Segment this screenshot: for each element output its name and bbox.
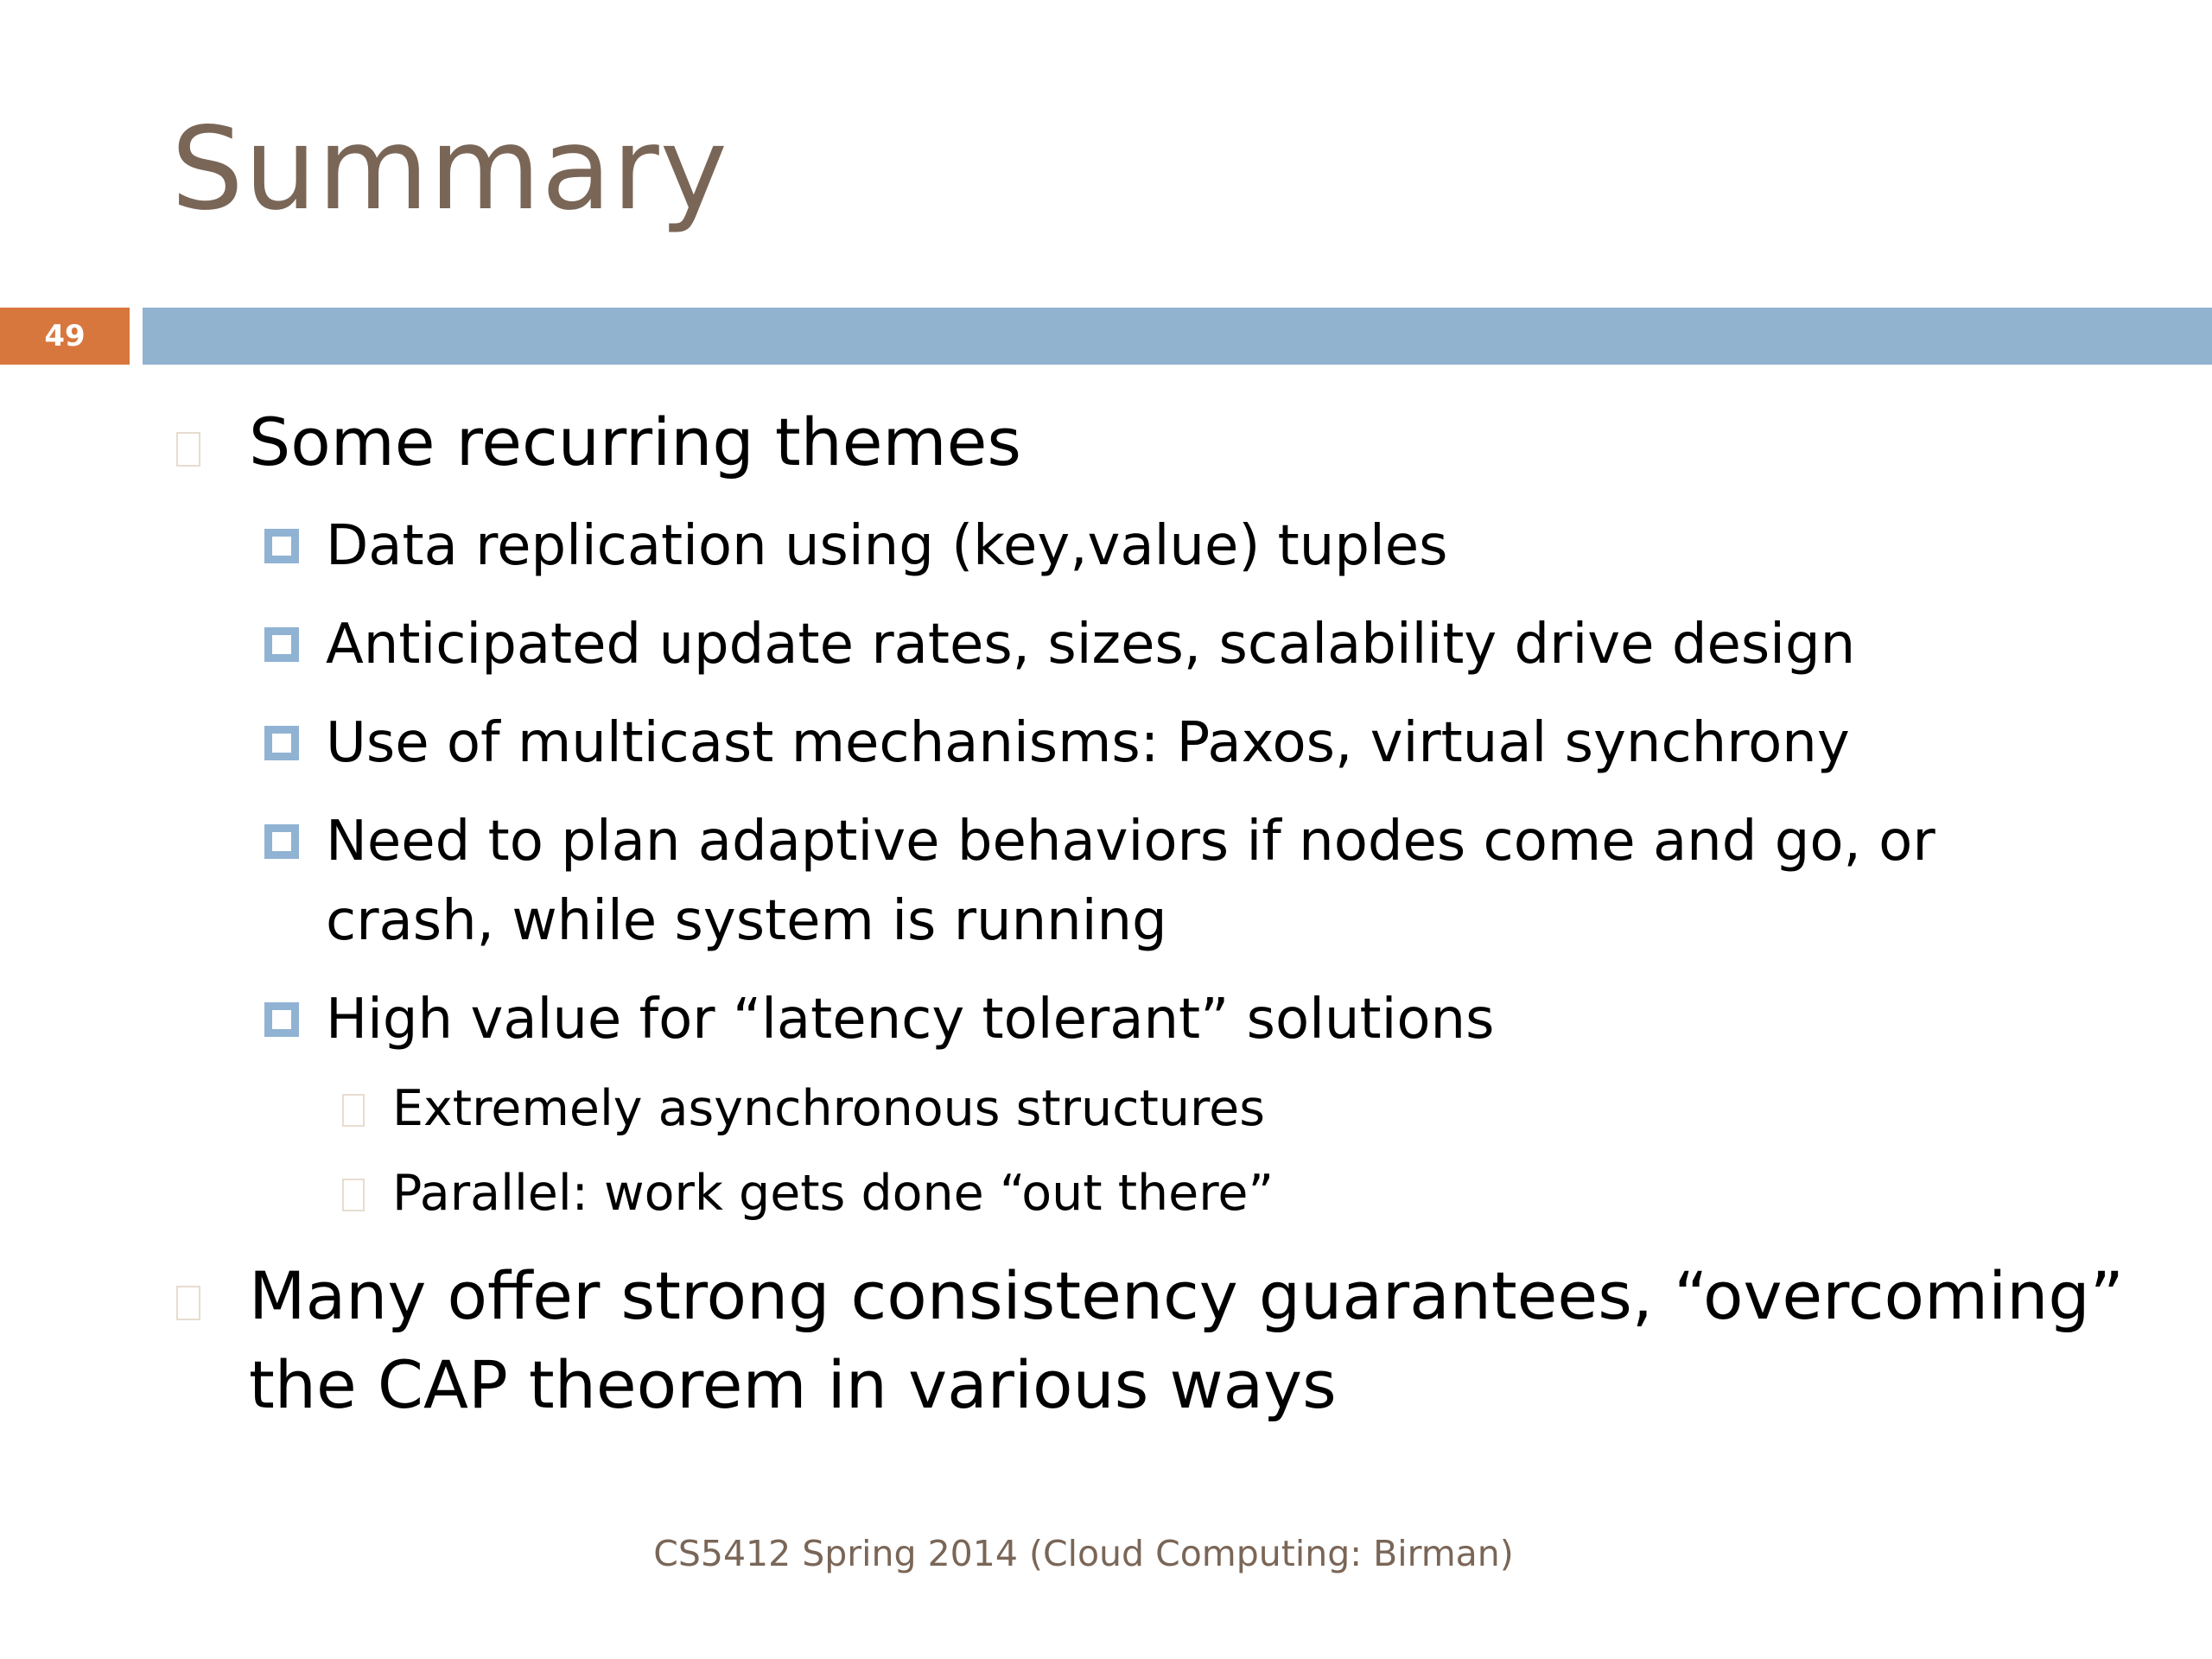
bullet-item: High value for “latency tolerant” solutions	[326, 988, 1495, 1052]
bullet-square-icon	[264, 529, 299, 563]
bullet-square-icon	[264, 627, 299, 662]
bullet-box-icon	[176, 1286, 200, 1320]
bullet-item: Extremely asynchronous structures	[392, 1080, 1265, 1137]
bullet-item-line: Need to plan adaptive behaviors if nodes come and go, or	[326, 810, 1936, 874]
bullet-item: Some recurring themes	[249, 404, 1021, 480]
bullet-box-icon	[342, 1094, 365, 1127]
bullet-item: Anticipated update rates, sizes, scalability drive design	[326, 613, 1856, 677]
bullet-square-icon	[264, 726, 299, 760]
slide-title: Summary	[171, 103, 728, 236]
bullet-item: Parallel: work gets done “out there”	[392, 1165, 1274, 1222]
slide-number-badge: 49	[0, 308, 130, 365]
slide-footer	[0, 1533, 2212, 1574]
footer-text: CS5412 Spring 2014 (Cloud Computing: Birman)	[653, 1533, 1514, 1574]
bullet-box-icon	[176, 432, 200, 467]
bullet-item-line: the CAP theorem in various ways	[249, 1346, 1337, 1423]
bullet-box-icon	[342, 1179, 365, 1211]
bullet-square-icon	[264, 1002, 299, 1037]
bullet-item: Use of multicast mechanisms: Paxos, virtual synchrony	[326, 711, 1850, 775]
bullet-square-icon	[264, 824, 299, 859]
title-divider-bar	[143, 308, 2212, 365]
bullet-item-line: Many offer strong consistency guarantees, “overcoming”	[249, 1257, 2124, 1334]
bullet-item: Data replication using (key,value) tuples	[326, 514, 1448, 578]
bullet-item-line: crash, while system is running	[326, 889, 1167, 953]
